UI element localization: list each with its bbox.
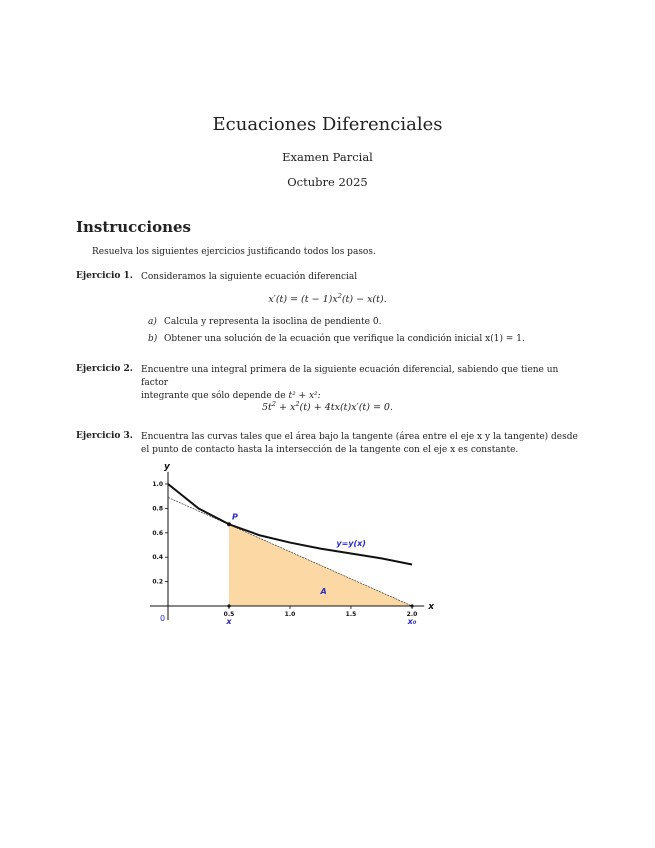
tangent-area-figure	[150, 463, 440, 633]
area-label: A	[320, 586, 327, 596]
exercise-1-label: Ejercicio 1.	[76, 271, 133, 281]
y-tick-label: 0.2	[152, 578, 163, 586]
x-tick-label: 2.0	[406, 611, 418, 618]
point-label: P	[232, 512, 238, 522]
document-date: Octubre 2025	[287, 175, 368, 189]
tangency-point	[227, 522, 231, 526]
exercise-1-text: Consideramos la siguiente ecuación diferencial	[141, 272, 358, 282]
exercise-3-label: Ejercicio 3.	[76, 431, 133, 441]
y-tick-label: 0.8	[152, 505, 163, 513]
marked-x-dot	[227, 604, 230, 607]
instructions-text: Resuelva los siguientes ejercicios justificando todos los pasos.	[92, 247, 376, 257]
document-title: Ecuaciones Diferenciales	[212, 114, 443, 135]
instructions-heading: Instrucciones	[76, 218, 191, 236]
marked-x-label: x	[226, 617, 232, 626]
origin-label: 0	[160, 614, 166, 623]
exercise-2-text: Encuentre una integral primera de la siguiente ecuación diferencial, sabiendo que tiene un factor integrante que sólo depende de t² + x²:	[141, 365, 559, 401]
y-tick-label: 0.4	[152, 554, 163, 562]
y-axis-label: y	[164, 463, 170, 472]
exercise-2-label: Ejercicio 2.	[76, 364, 133, 374]
exercise-1-item-b: b) Obtener una solución de la ecuación que verifique la condición inicial x(1) = 1.	[148, 334, 525, 344]
x-tick-label: 1.5	[345, 611, 357, 618]
curve-label: y=y(x)	[336, 539, 366, 549]
exercise-1-equation: $x'(t) = (t - 1)x^2(t) - x(t)$.	[268, 292, 387, 306]
x-axis-label: x	[428, 602, 435, 612]
exercise-3-text: Encuentra las curvas tales que el área bajo la tangente (área entre el eje x y la tangente) desde el punto de contacto hasta la intersección de la tangente con el eje x es constante.	[141, 432, 578, 455]
x-tick-label: 0.5	[223, 611, 235, 618]
document-subtitle: Examen Parcial	[282, 150, 373, 164]
y-tick-label: 0.6	[152, 529, 163, 537]
exercise-1-item-a: a) Calcula y representa la isoclina de pendiente 0.	[148, 317, 382, 327]
exercise-2-equation: $5t^2 + x^2(t) + 4tx(t)x'(t) = 0$.	[261, 400, 393, 414]
y-tick-label: 1.0	[152, 481, 163, 488]
marked-x-dot	[410, 604, 413, 607]
marked-x-label: x₀	[407, 617, 417, 626]
x-tick-label: 1.0	[284, 611, 296, 618]
